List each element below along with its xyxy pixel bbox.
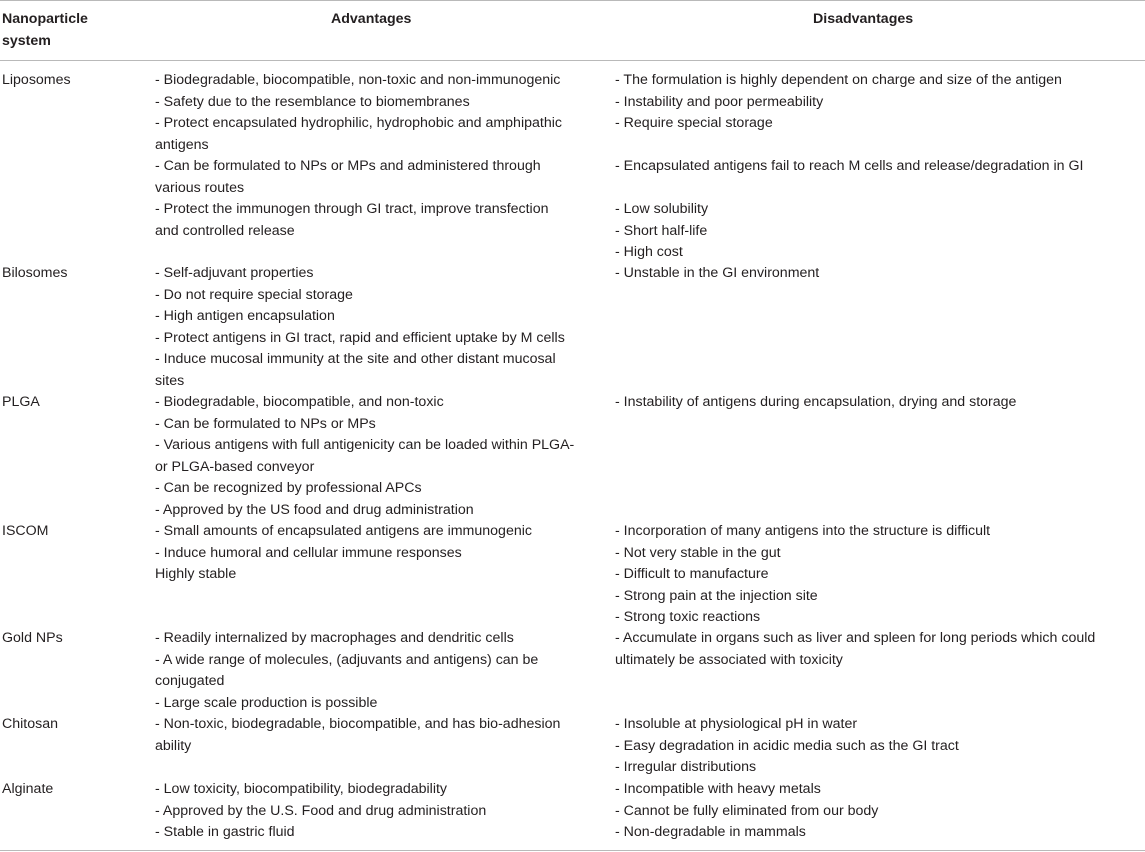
advantages-cell-line: - Large scale production is possible (155, 694, 378, 711)
disadvantages-cell (615, 263, 819, 285)
header-nanoparticle-system (2, 9, 88, 52)
system-name: Alginate (2, 781, 54, 797)
advantages-cell-line: - Self-adjuvant properties (155, 265, 314, 281)
disadvantages-cell-line: - Incorporation of many antigens into the structure is difficult (615, 523, 991, 539)
advantages-cell-line: antigens (155, 136, 209, 153)
advantages-cell-line: - Small amounts of encapsulated antigens are immunogenic (155, 523, 532, 539)
advantages-cell-line: Highly stable (155, 566, 237, 582)
disadvantages-cell-line: - Strong toxic reactions (615, 609, 761, 625)
advantages-cell-line: or PLGA-based conveyor (155, 458, 315, 475)
disadvantages-cell-line: - Irregular distributions (615, 759, 757, 775)
advantages-cell-line: - Biodegradable, biocompatible, and non-toxic (155, 394, 444, 410)
disadvantages-cell-line: - Easy degradation in acidic media such as the GI tract (615, 737, 959, 754)
advantages-cell-line: and controlled release (155, 222, 295, 239)
disadvantages-cell-line: - Non-degradable in mammals (615, 824, 806, 840)
disadvantages-cell (615, 70, 1083, 264)
advantages-cell-line: - Safety due to the resemblance to biomembranes (155, 93, 470, 110)
advantages-cell (155, 70, 562, 242)
disadvantages-cell-line: - Instability of antigens during encapsulation, drying and storage (615, 394, 1017, 410)
advantages-cell-line: - Approved by the U.S. Food and drug administration (155, 802, 487, 819)
disadvantages-cell-line: - Strong pain at the injection site (615, 587, 818, 604)
disadvantages-cell-line (615, 178, 1083, 200)
advantages-cell-line: - Various antigens with full antigenicity can be loaded within PLGA- (155, 437, 575, 453)
disadvantages-cell (615, 779, 878, 844)
disadvantages-cell (615, 521, 990, 629)
disadvantages-cell-line: - Encapsulated antigens fail to reach M cells and release/degradation in GI (615, 158, 1084, 174)
system-name: Chitosan (2, 716, 58, 732)
advantages-cell-line: various routes (155, 179, 245, 196)
advantages-cell-line: - Readily internalized by macrophages and dendritic cells (155, 630, 514, 646)
header-system-line2: system (2, 32, 51, 49)
system-name: Liposomes (2, 72, 71, 88)
disadvantages-cell-line: - Low solubility (615, 201, 709, 217)
disadvantages-cell-line: - Unstable in the GI environment (615, 265, 820, 281)
disadvantages-cell-line: - Accumulate in organs such as liver and spleen for long periods which could (615, 630, 1096, 646)
advantages-cell-line: - Protect antigens in GI tract, rapid and efficient uptake by M cells (155, 329, 565, 346)
disadvantages-cell (615, 714, 959, 779)
advantages-cell-line: - A wide range of molecules, (adjuvants and antigens) can be (155, 651, 539, 668)
header-disadvantages: Disadvantages (813, 11, 914, 27)
advantages-cell-line: - Low toxicity, biocompatibility, biodegradability (155, 781, 448, 797)
disadvantages-cell-line: - The formulation is highly dependent on charge and size of the antigen (615, 72, 1062, 88)
disadvantages-cell-line: - Cannot be fully eliminated from our body (615, 802, 879, 819)
disadvantages-cell-line: ultimately be associated with toxicity (615, 651, 843, 668)
advantages-cell-line: - Can be formulated to NPs or MPs (155, 415, 376, 432)
advantages-cell-line: - Can be formulated to NPs or MPs and administered through (155, 158, 541, 174)
disadvantages-cell-line: - High cost (615, 244, 683, 260)
advantages-cell-line: - Protect the immunogen through GI tract, improve transfection (155, 201, 549, 217)
advantages-cell (155, 714, 560, 757)
advantages-cell-line: - Do not require special storage (155, 286, 353, 303)
table-top-rule (0, 0, 1145, 1)
advantages-cell-line: - Protect encapsulated hydrophilic, hydrophobic and amphipathic (155, 115, 562, 131)
advantages-cell-line: - Induce humoral and cellular immune responses (155, 544, 462, 561)
advantages-cell-line: - Induce mucosal immunity at the site and other distant mucosal (155, 351, 556, 367)
system-name: Bilosomes (2, 265, 68, 281)
disadvantages-cell (615, 628, 1095, 671)
advantages-cell-line: sites (155, 372, 185, 389)
system-name: ISCOM (2, 523, 49, 539)
advantages-cell-line: - High antigen encapsulation (155, 308, 335, 324)
disadvantages-cell-line: - Require special storage (615, 115, 773, 131)
disadvantages-cell-line: - Short half-life (615, 222, 708, 239)
advantages-cell-line: - Non-toxic, biodegradable, biocompatible, and has bio-adhesion (155, 716, 561, 732)
disadvantages-cell-line: - Difficult to manufacture (615, 566, 769, 582)
advantages-cell-line: - Stable in gastric fluid (155, 824, 295, 840)
advantages-cell-line: conjugated (155, 673, 225, 689)
disadvantages-cell-line (615, 135, 1083, 157)
header-rule (0, 60, 1145, 61)
advantages-cell-line: ability (155, 737, 192, 754)
disadvantages-cell-line: - Instability and poor permeability (615, 93, 824, 110)
disadvantages-cell-line: - Insoluble at physiological pH in water (615, 716, 858, 732)
system-name: PLGA (2, 394, 40, 410)
header-system-line1: Nanoparticle (2, 11, 88, 27)
advantages-cell (155, 779, 486, 844)
advantages-cell (155, 263, 565, 392)
advantages-cell-line: - Approved by the US food and drug administration (155, 501, 474, 518)
disadvantages-cell-line: - Not very stable in the gut (615, 544, 781, 561)
table-bottom-rule (0, 850, 1145, 851)
advantages-cell (155, 521, 532, 586)
advantages-cell (155, 392, 574, 521)
disadvantages-cell-line: - Incompatible with heavy metals (615, 781, 821, 797)
system-name: Gold NPs (2, 630, 63, 646)
advantages-cell-line: - Biodegradable, biocompatible, non-toxic and non-immunogenic (155, 72, 561, 88)
advantages-cell-line: - Can be recognized by professional APCs (155, 480, 422, 496)
disadvantages-cell (615, 392, 1016, 414)
header-advantages: Advantages (331, 11, 412, 27)
advantages-cell (155, 628, 538, 714)
